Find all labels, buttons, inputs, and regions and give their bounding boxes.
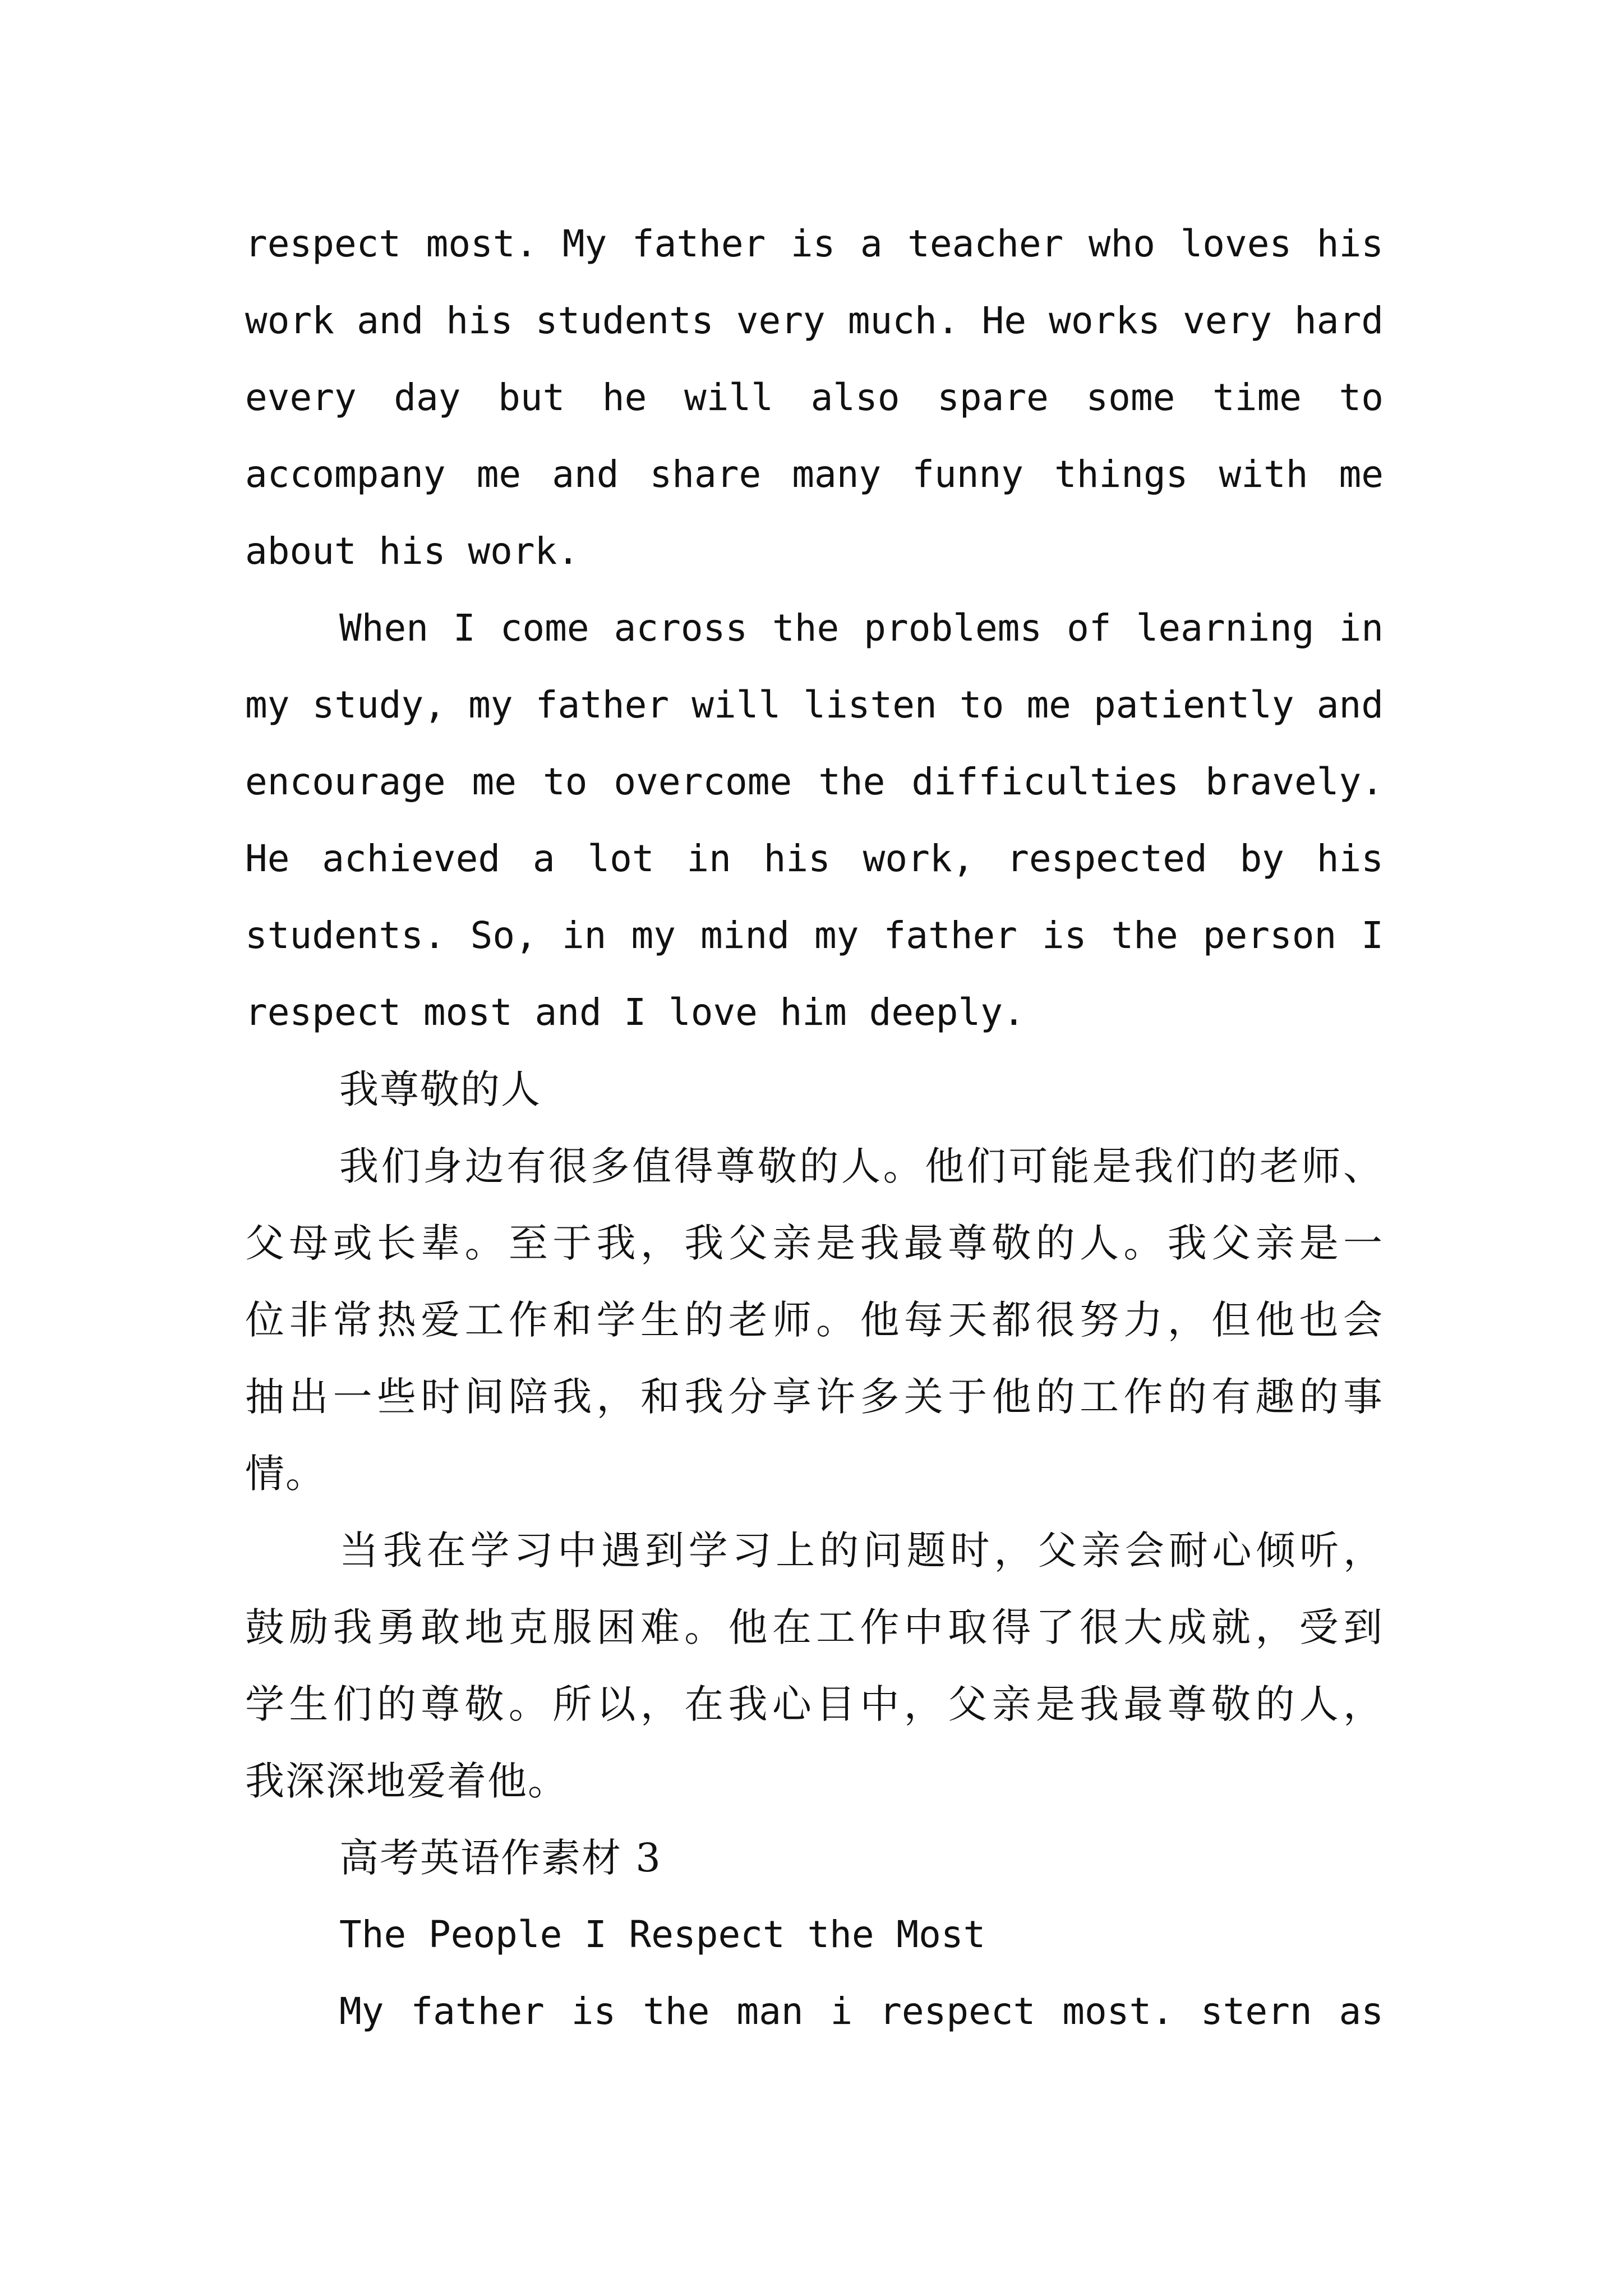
paragraph-3-line-5: 情。 (245, 1451, 326, 1497)
paragraph-3-line-2: 父母或长辈。至于我，我父亲是我最尊敬的人。我父亲是一 (245, 1220, 1384, 1266)
chinese-title: 我尊敬的人 (339, 1066, 541, 1112)
paragraph-2-line-1: When I come across the problems of learning in (339, 606, 1384, 650)
paragraph-1-line-3: every day but he will also spare some time to (245, 376, 1384, 419)
paragraph-3-line-1: 我们身边有很多值得尊敬的人。他们可能是我们的老师、 (339, 1143, 1384, 1189)
paragraph-4-line-1: 当我在学习中遇到学习上的问题时，父亲会耐心倾听， (339, 1527, 1384, 1573)
paragraph-2-line-6: respect most and I love him deeply. (245, 991, 1025, 1034)
paragraph-1-line-5: about his work. (245, 530, 580, 573)
paragraph-4-line-2: 鼓励我勇敢地克服困难。他在工作中取得了很大成就，受到 (245, 1604, 1384, 1650)
paragraph-3-line-3: 位非常热爱工作和学生的老师。他每天都很努力，但他也会 (245, 1297, 1384, 1343)
paragraph-2-line-4: He achieved a lot in his work, respected by his (245, 837, 1384, 880)
section-heading: 高考英语作素材 3 (339, 1835, 662, 1881)
paragraph-2-line-2: my study, my father will listen to me patiently and (245, 683, 1384, 726)
paragraph-2-line-3: encourage me to overcome the difficulties bravely. (245, 760, 1384, 803)
paragraph-5-line-1: My father is the man i respect most. stern as (339, 1990, 1384, 2033)
paragraph-1-line-2: work and his students very much. He works very hard (245, 299, 1384, 342)
paragraph-4-line-3: 学生们的尊敬。所以，在我心目中，父亲是我最尊敬的人， (245, 1681, 1384, 1727)
paragraph-4-line-4: 我深深地爱着他。 (245, 1758, 568, 1804)
paragraph-1-line-4: accompany me and share many funny things with me (245, 453, 1384, 496)
english-title: The People I Respect the Most (339, 1913, 986, 1956)
paragraph-1-line-1: respect most. My father is a teacher who loves his (245, 222, 1384, 265)
paragraph-3-line-4: 抽出一些时间陪我，和我分享许多关于他的工作的有趣的事 (245, 1374, 1384, 1420)
paragraph-2-line-5: students. So, in my mind my father is the person I (245, 914, 1384, 957)
